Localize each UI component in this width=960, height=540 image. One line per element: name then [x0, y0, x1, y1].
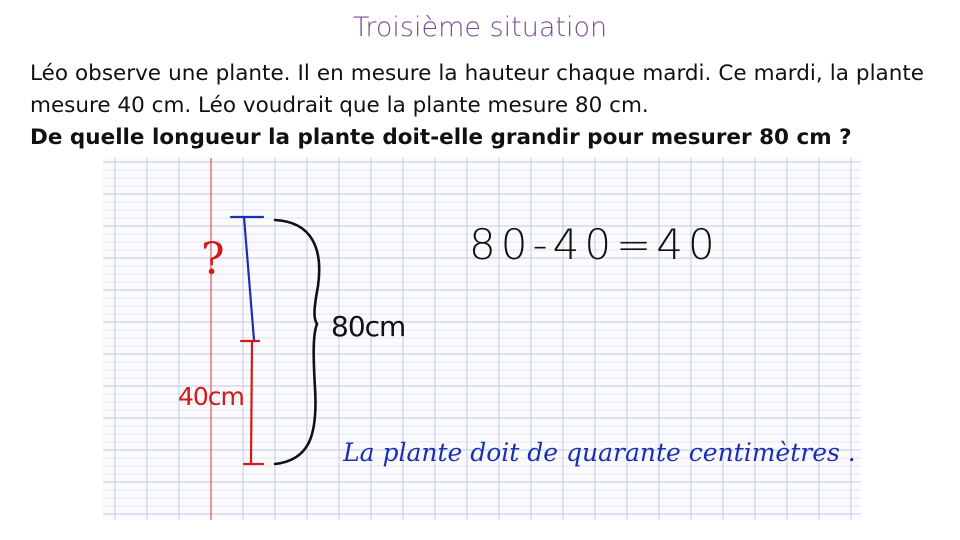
- total-length-brace: [275, 220, 319, 464]
- question-mark-label: ?: [201, 234, 225, 285]
- known-length-segment: [241, 341, 263, 464]
- notebook-page: [103, 158, 861, 520]
- problem-question: De quelle longueur la plante doit-elle grandir pour mesurer 80 cm ?: [30, 125, 852, 150]
- label-40cm: 40cm: [178, 382, 244, 411]
- answer-sentence: La plante doit de quarante centimètres .: [343, 438, 856, 467]
- problem-text: Léo observe une plante. Il en mesure la hauteur chaque mardi. Ce mardi, la plante mesure 40 cm. Léo voudrait que la plante mesure 80 cm.: [30, 61, 924, 118]
- label-80cm: 80cm: [331, 310, 406, 343]
- slide-title: Troisième situation: [352, 12, 608, 43]
- calculation: 80-40=40: [469, 220, 720, 269]
- problem-statement: [30, 58, 924, 154]
- unknown-length-segment: [231, 217, 263, 340]
